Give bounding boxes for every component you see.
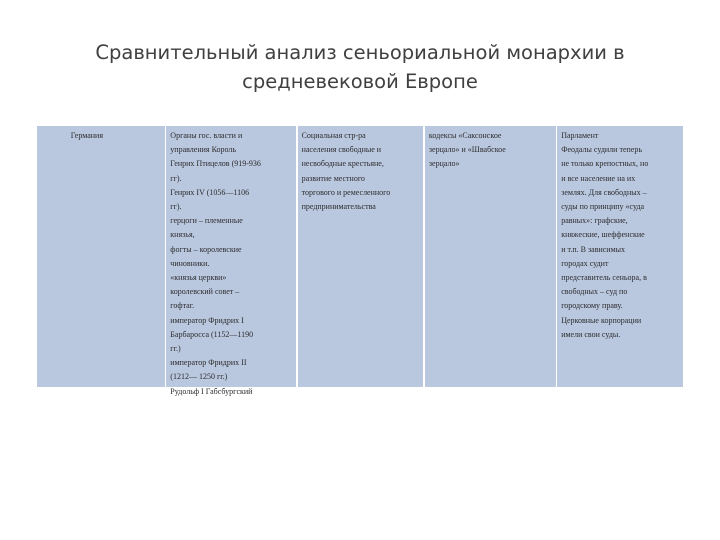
table-cell-law-codes — [425, 126, 556, 387]
cell-text-line: несвободные крестьяне, — [301, 159, 384, 169]
cell-text-line: управления Король — [170, 145, 237, 155]
cell-text-line: представитель сеньора, в — [561, 273, 647, 283]
cell-text-line: фогты – королевские — [170, 244, 242, 254]
cell-text-line: имели свои суды. — [561, 329, 621, 339]
cell-text-line: городскому праву. — [561, 301, 623, 311]
cell-text-line: Органы гос. власти и — [170, 131, 243, 140]
table-cell-courts — [557, 126, 683, 387]
title-line-2: средневековой Европе — [242, 70, 478, 93]
title-line-1: Сравнительный анализ сеньориальной монархии в — [95, 41, 625, 64]
cell-text-line: (1212— 1250 гг.) — [170, 372, 228, 382]
cell-text-line: герцоги – племенные — [170, 216, 243, 226]
cell-text-line: Рудольф I Габсбургский — [170, 386, 253, 396]
cell-text-line: зерцало» и «Швабское — [428, 145, 506, 155]
cell-text-line: император Фридрих I — [170, 315, 244, 325]
cell-text-line: кодексы «Саксонское — [428, 131, 502, 140]
cell-text-line: Генрих IV (1056—1106 — [170, 187, 250, 197]
cell-text-line: князья, — [170, 230, 195, 240]
cell-text-line: королевский совет – — [170, 287, 240, 297]
cell-text-line: не только крепостных, но — [561, 159, 649, 169]
cell-text-line: зерцало» — [428, 159, 460, 169]
cell-text-line: населения свободные и — [301, 145, 382, 155]
cell-text-line: землях. Для свободных – — [561, 187, 647, 197]
cell-text-line: торгового и ремесленного — [301, 187, 391, 197]
cell-text-line: и т.п. В зависимых — [561, 244, 626, 254]
cell-text-line: гофтаг. — [170, 301, 195, 311]
cell-text-line: гг.) — [170, 344, 181, 354]
cell-text-line: суды по принципу «суда — [561, 202, 645, 212]
cell-text-line: «князья церкви» — [170, 273, 227, 283]
cell-text-line: чиновники. — [170, 258, 210, 268]
cell-text-line: городах судит — [561, 258, 609, 268]
cell-text-line: свободных – суд по — [561, 287, 628, 297]
cell-text-line: Германия — [70, 131, 104, 140]
cell-text-line: Феодалы судили теперь — [561, 145, 642, 155]
cell-text-line: Парламент — [561, 131, 599, 140]
table-cell-government-bodies — [166, 126, 296, 396]
cell-text-line: княжеские, шеффенские — [561, 230, 645, 240]
cell-text-line: гг). — [170, 173, 182, 183]
cell-text-line: равных»: графские, — [561, 216, 628, 226]
cell-text-line: Генрих Птицелов (919-936 — [170, 159, 261, 169]
cell-text-line: Церковные корпорации — [561, 315, 642, 325]
cell-text-line: предпринимательства — [301, 202, 376, 212]
cell-text-line: Социальная стр-ра — [301, 131, 366, 140]
cell-text-line: гг). — [170, 202, 182, 212]
cell-text-line: император Фридрих II — [170, 358, 247, 368]
cell-text-line: развитие местного — [301, 173, 365, 183]
slide-title — [60, 38, 660, 96]
cell-text-line: и все население на их — [561, 173, 636, 183]
comparison-table — [37, 126, 683, 396]
cell-text-line: Барбаросса (1152—1190 — [170, 329, 254, 339]
table-cell-social-structure — [298, 126, 424, 387]
table-cell-country — [37, 126, 165, 387]
